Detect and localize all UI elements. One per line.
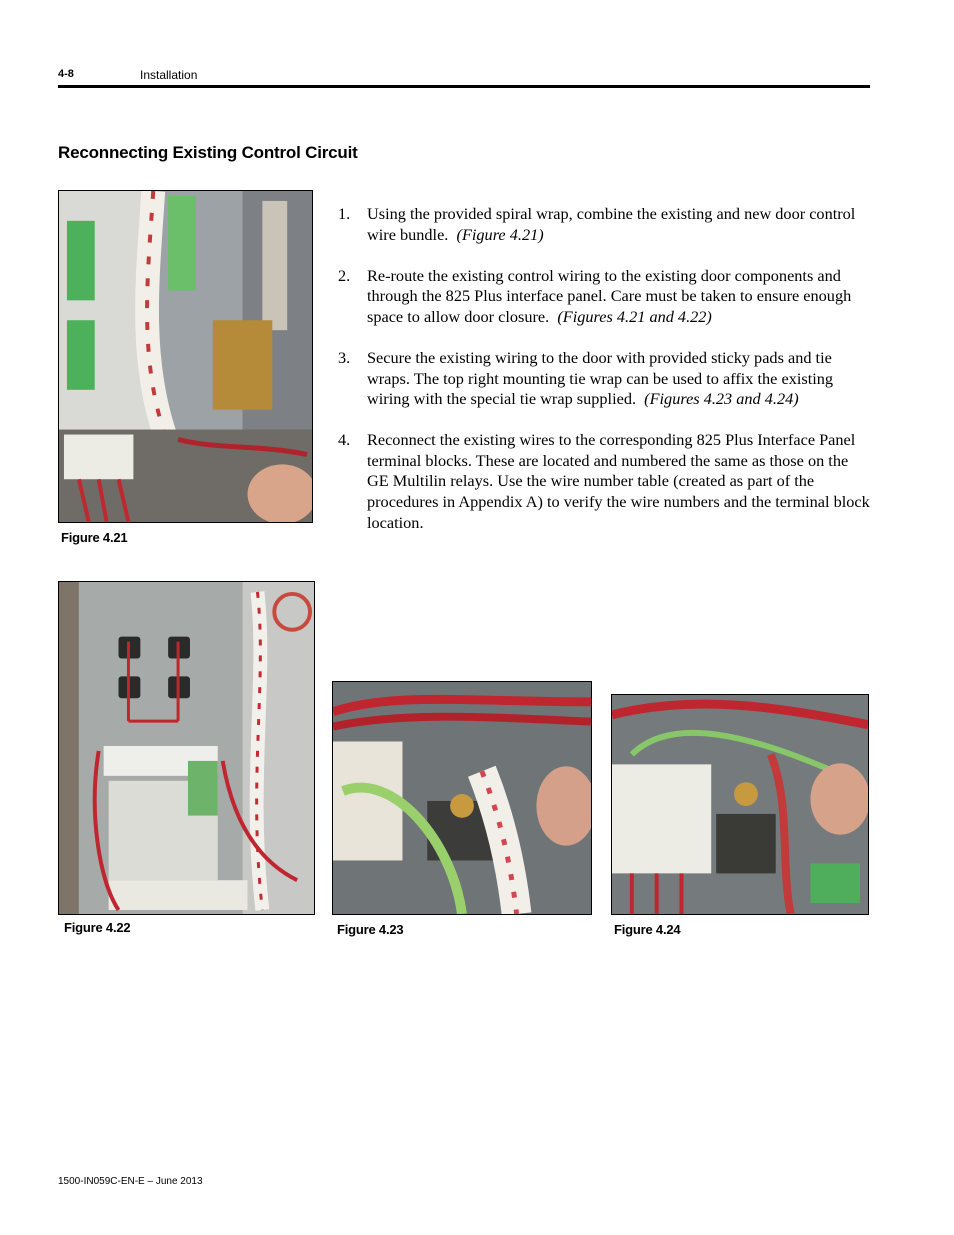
instruction-list [338, 204, 872, 554]
step-4-text: Reconnect the existing wires to the corresponding 825 Plus Interface Panel terminal blocks. These are located and numbered the same as those on the GE Multilin relays. Use the wire number table (created as part of the procedures in Appendix A) to verify the wire numbers and the terminal block location. [367, 430, 870, 532]
step-1-number: 1. [338, 204, 351, 223]
figure-4-22-photo [58, 581, 315, 915]
step-2 [338, 266, 872, 328]
figure-4-23-photo [332, 681, 592, 915]
step-1-ref: (Figure 4.21) [456, 224, 544, 244]
figure-4-23-caption: Figure 4.23 [337, 922, 404, 937]
step-2-text: Re-route the existing control wiring to the existing door components and through the 825 Plus interface panel. Care must be taken to ensure enough space to allow door closure. [367, 265, 852, 326]
figure-4-24-caption: Figure 4.24 [614, 922, 681, 937]
step-1 [338, 204, 872, 245]
section-title: Installation [140, 68, 198, 82]
header-rule [58, 85, 870, 88]
figure-4-21-photo [58, 190, 313, 523]
step-4-number: 4. [338, 430, 351, 450]
step-3 [338, 348, 872, 410]
figure-4-24-photo [611, 694, 869, 915]
step-2-number: 2. [338, 265, 351, 285]
page-number: 4-8 [58, 68, 74, 80]
step-3-text: Secure the existing wiring to the door with provided sticky pads and tie wraps. The top right mounting tie wrap can be used to affix the existing wiring with the special tie wrap supplied. [367, 347, 834, 409]
step-3-ref: (Figures 4.23 and 4.24) [644, 389, 799, 409]
step-2-ref: (Figures 4.21 and 4.22) [557, 306, 712, 326]
page-header [58, 66, 870, 88]
section-heading: Reconnecting Existing Control Circuit [58, 143, 358, 162]
figure-4-22-caption: Figure 4.22 [64, 920, 131, 935]
step-1-text: Using the provided spiral wrap, combine the existing and new door control wire bundle. [367, 204, 856, 244]
page-footer: 1500-IN059C-EN-E – June 2013 [58, 1176, 203, 1187]
step-3-number: 3. [338, 347, 351, 367]
step-4 [338, 430, 872, 533]
figure-4-21-caption: Figure 4.21 [61, 530, 128, 545]
